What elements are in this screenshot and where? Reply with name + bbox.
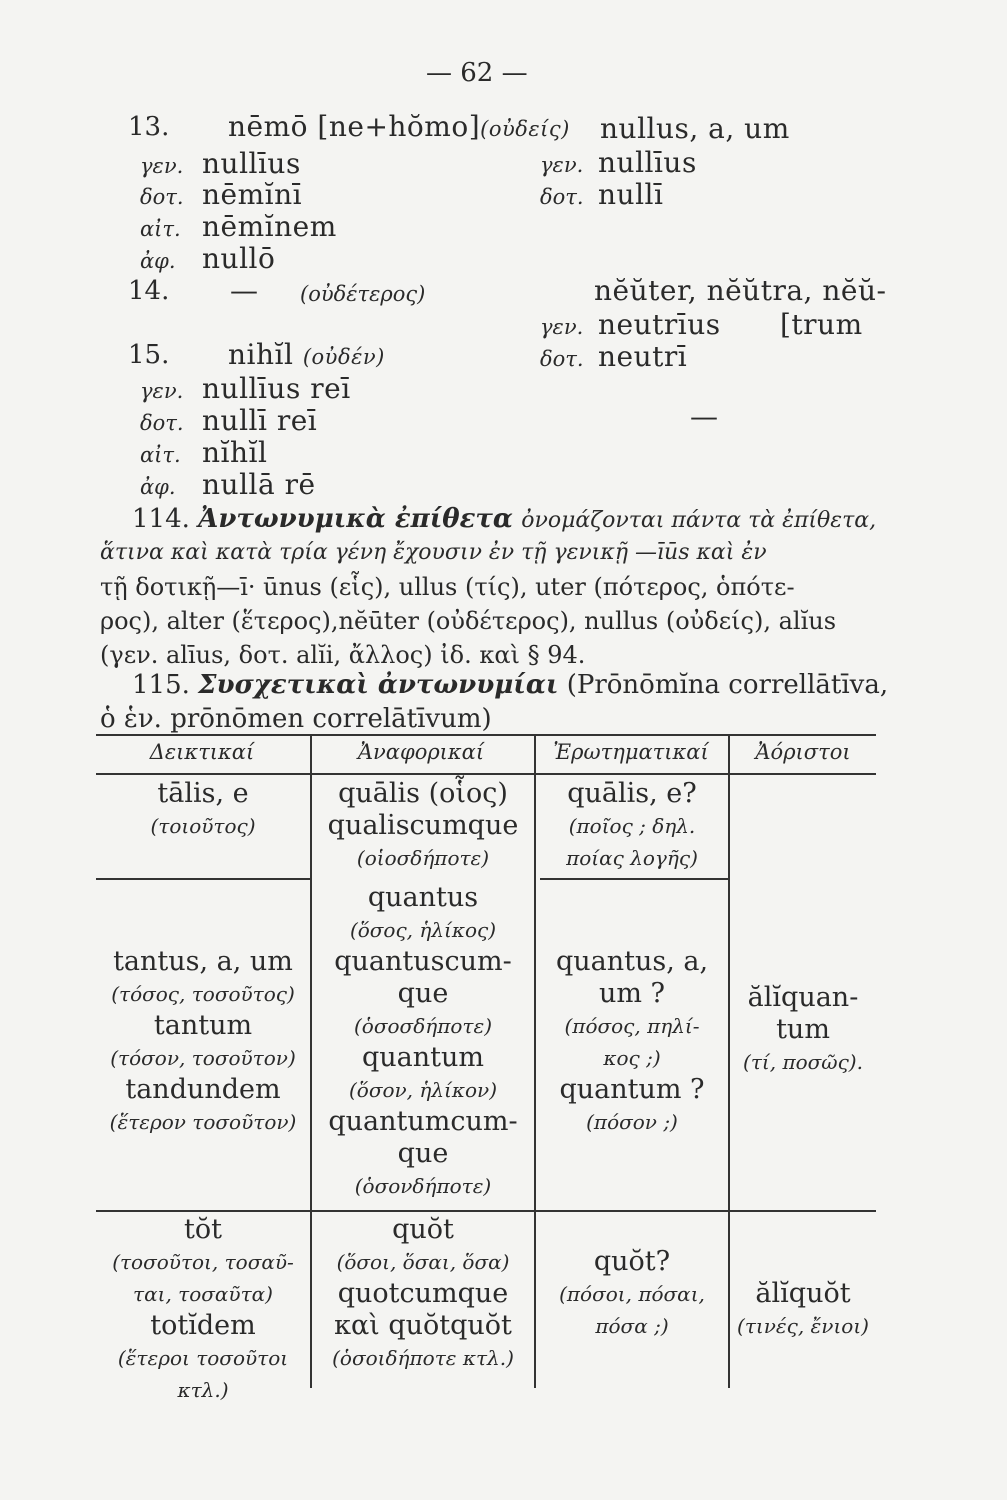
table-cell: tŏt (τοσοῦτοι, τοσαῦ- ται, τοσαῦτα) totĭdem (ἕτεροι τοσοῦτοι κτλ.) bbox=[112, 1214, 294, 1402]
case-line: γεν. nullīus bbox=[140, 147, 301, 180]
case-line: αἰτ. nĭhĭl bbox=[140, 436, 268, 469]
entry-head: nēmō [ne+hŏmo](οὐδείς) bbox=[228, 110, 570, 143]
paragraph-line: ἅτινα καὶ κατὰ τρία γένη ἔχουσιν ἐν τῇ γενικῇ —īūs καὶ ἐν bbox=[100, 540, 767, 565]
case-line: γεν. nullīus reī bbox=[140, 372, 351, 405]
table-cell: ălĭquŏt (τινές, ἔνιοι) bbox=[737, 1278, 869, 1338]
table-header: Ἀναφορικαί bbox=[357, 740, 485, 764]
paragraph-line: (γεν. alīus, δοτ. alĭi, ἄλλος) ἰδ. καὶ § 94. bbox=[100, 641, 586, 669]
table-cell: quŏt (ὅσοι, ὅσαι, ὅσα) quotcumque καὶ quŏtquŏt (ὁσοιδήποτε κτλ.) bbox=[332, 1214, 514, 1370]
entry-number: 13. bbox=[128, 112, 170, 142]
case-line-right: γεν. neutrīus bbox=[540, 308, 721, 341]
case-line: ἀφ. nullā rē bbox=[140, 468, 316, 501]
table-cell: tālis, e (τοιοῦτος) bbox=[150, 778, 256, 838]
table-header: Δεικτικαί bbox=[149, 740, 255, 764]
paragraph-line: τῇ δοτικῇ—ī· ūnus (εἷς), ullus (τίς), uter (πότερος, ὁπότε- bbox=[100, 573, 795, 601]
entry-number: 14. bbox=[128, 276, 170, 306]
table-header: Ἐρωτηματικαί bbox=[553, 740, 709, 764]
case-line-right: δοτ. neutrī bbox=[540, 340, 688, 373]
table-cell: quŏt? (πόσοι, πόσαι, πόσα ;) bbox=[559, 1246, 705, 1338]
table-cell: quālis (οἷος) qualiscumque (οἱοσδήποτε) bbox=[327, 778, 519, 870]
entry-dash: — bbox=[230, 274, 259, 307]
table-cell: ălĭquan- tum (τί, ποσῶς). bbox=[743, 982, 863, 1074]
table-header: Ἀόριστοι bbox=[755, 740, 851, 764]
paragraph-line: 114. Ἀντωνυμικὰ ἐπίθετα ὀνομάζονται πάντα τὰ ἐπίθετα, bbox=[132, 504, 877, 534]
table-cell: tantus, a, um (τόσος, τοσοῦτος) tantum (τόσον, τοσοῦτον) tandundem (ἕτερον τοσοῦτον) bbox=[109, 946, 297, 1134]
entry-dash: — bbox=[690, 400, 719, 433]
paragraph-line: 115. Συσχετικαὶ ἀντωνυμίαι (Prōnōmĭna correllātīva, bbox=[132, 670, 889, 700]
case-line-right: δοτ. nullī bbox=[540, 178, 664, 211]
table-rule bbox=[96, 773, 876, 775]
entry-number: 15. bbox=[128, 340, 170, 370]
entry-greek: (οὐδέτερος) bbox=[300, 282, 426, 306]
case-line: δοτ. nullī reī bbox=[140, 404, 318, 437]
table-rule bbox=[540, 878, 728, 880]
table-rule bbox=[96, 878, 310, 880]
table-rule bbox=[96, 1210, 876, 1212]
table-cell: quantus (ὅσος, ἡλίκος) quantuscum- que (ὁσοσδήποτε) quantum (ὅσον, ἡλίκον) quantumcum- que (ὁσονδήποτε) bbox=[328, 882, 518, 1198]
table-cell: quantus, a, um ? (πόσος, πηλί- κος ;) quantum ? (πόσον ;) bbox=[555, 946, 709, 1134]
continuation: [trum bbox=[780, 308, 863, 341]
paragraph-line: ρος), alter (ἕτερος),nĕūter (οὐδέτερος), nullus (οὐδείς), alĭus bbox=[100, 607, 837, 635]
entry-right-head: nullus, a, um bbox=[600, 112, 790, 145]
case-line: δοτ. nēmĭnī bbox=[140, 178, 303, 211]
table-cell: quālis, e? (ποῖος ; δηλ. ποίας λογῆς) bbox=[566, 778, 698, 870]
case-line: αἰτ. nēmĭnem bbox=[140, 210, 337, 243]
paragraph-line: ὁ ἑν. prōnōmen correlātīvum) bbox=[100, 704, 492, 734]
case-line: ἀφ. nullō bbox=[140, 242, 276, 275]
entry-right-head: nĕŭter, nĕŭtra, nĕŭ- bbox=[594, 274, 887, 307]
case-line-right: γεν. nullīus bbox=[540, 146, 697, 179]
entry-head: nihĭl (οὐδέν) bbox=[228, 338, 385, 371]
page-number: — 62 — bbox=[426, 58, 528, 88]
